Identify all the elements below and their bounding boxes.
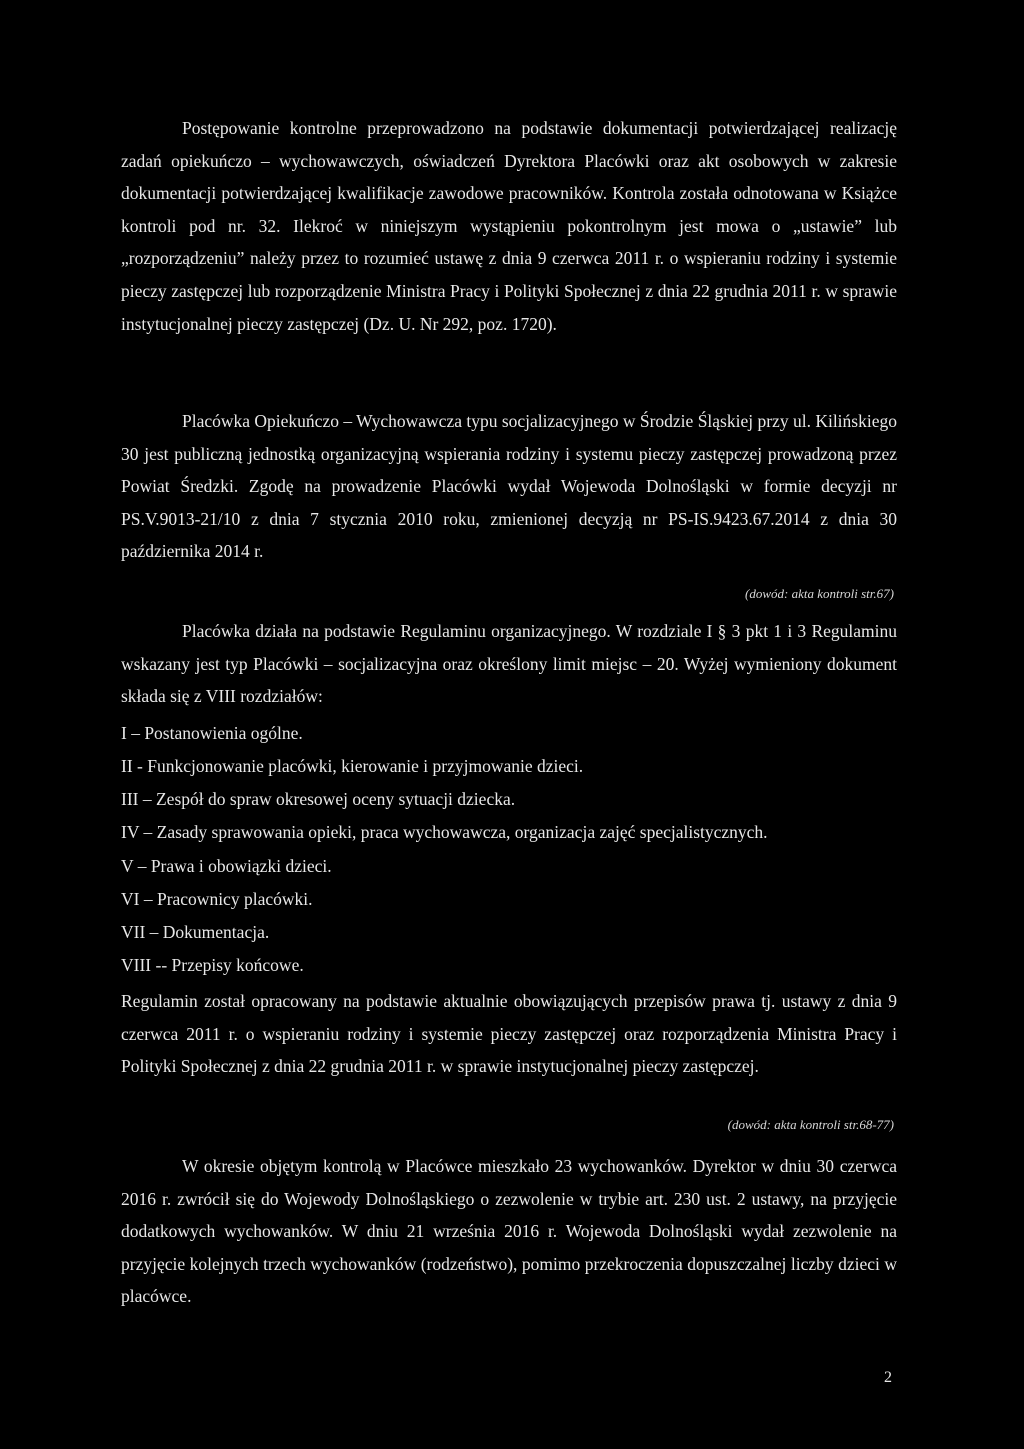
paragraph-legal-basis: Regulamin został opracowany na podstawie aktualnie obowiązujących przepisów prawa tj. ustawy z dnia 9 czerwca 2011 r. o wspieraniu rodziny i systemie pieczy zastępczej oraz rozporządzenia Ministra Pracy i Polityki Społecznej z dnia 22 grudnia 2011 r. w sprawie instytucjonalnej pieczy zastępczej. — [121, 991, 897, 1077]
chapter-item-8: VIII -- Przepisy końcowe. — [121, 955, 304, 975]
chapter-item-5: V – Prawa i obowiązki dzieci. — [121, 856, 332, 876]
paragraph-residents: W okresie objętym kontrolą w Placówce mieszkało 23 wychowanków. Dyrektor w dniu 30 czerwca 2016 r. zwrócił się do Wojewody Dolnośląskiego o zezwolenie w trybie art. 230 ust. 2 ustawy, na przyjęcie dodatkowych wychowanków. W dniu 21 września 2016 r. Wojewoda Dolnośląski wydał zezwolenie na przyjęcie kolejnych trzech wychowanków (rodzeństwo), pomimo przekroczenia dopuszczalnej liczby dzieci w placówce. — [121, 1156, 897, 1307]
chapter-item-1: I – Postanowienia ogólne. — [121, 723, 303, 743]
page-number: 2 — [884, 1369, 892, 1386]
chapter-item-7: VII – Dokumentacja. — [121, 922, 270, 942]
evidence-note-2: (dowód: akta kontroli str.68-77) — [727, 1117, 894, 1132]
paragraph-regulations: Placówka działa na podstawie Regulaminu organizacyjnego. W rozdziale I § 3 pkt 1 i 3 Regulaminu wskazany jest typ Placówki – socjalizacyjna oraz określony limit miejsc – 20. Wyżej wymieniony dokument składa się z VIII rozdziałów: — [121, 621, 897, 707]
evidence-note-1: (dowód: akta kontroli str.67) — [744, 586, 894, 601]
chapter-item-4: IV – Zasady sprawowania opieki, praca wychowawcza, organizacja zajęć specjalistycznych. — [121, 822, 768, 842]
paragraph-procedure: Postępowanie kontrolne przeprowadzono na podstawie dokumentacji potwierdzającej realizację zadań opiekuńczo – wychowawczych, oświadczeń Dyrektora Placówki oraz akt osobowych w zakresie dokumentacji potwierdzającej kwalifikacje zawodowe pracowników. Kontrola została odnotowana w Książce kontroli pod nr. 32. Ilekroć w niniejszym wystąpieniu pokontrolnym jest mowa o „ustawie” lub „rozporządzeniu” należy przez to rozumieć ustawę z dnia 9 czerwca 2011 r. o wspieraniu rodziny i systemie pieczy zastępczej lub rozporządzenie Ministra Pracy i Polityki Społecznej z dnia 22 grudnia 2011 r. w sprawie instytucjonalnej pieczy zastępczej (Dz. U. Nr 292, poz. 1720). — [121, 118, 897, 334]
paragraph-institution: Placówka Opiekuńczo – Wychowawcza typu socjalizacyjnego w Środzie Śląskiej przy ul. Kilińskiego 30 jest publiczną jednostką organizacyjną wspierania rodziny i systemu pieczy zastępczej prowadzoną przez Powiat Średzki. Zgodę na prowadzenie Placówki wydał Wojewoda Dolnośląski w formie decyzji nr PS.V.9013-21/10 z dnia 7 stycznia 2010 roku, zmienionej decyzją nr PS-IS.9423.67.2014 z dnia 30 października 2014 r. — [121, 411, 897, 562]
chapter-item-3: III – Zespół do spraw okresowej oceny sytuacji dziecka. — [121, 789, 516, 809]
chapter-item-6: VI – Pracownicy placówki. — [121, 889, 313, 909]
chapter-item-2: II - Funkcjonowanie placówki, kierowanie i przyjmowanie dzieci. — [121, 756, 584, 776]
